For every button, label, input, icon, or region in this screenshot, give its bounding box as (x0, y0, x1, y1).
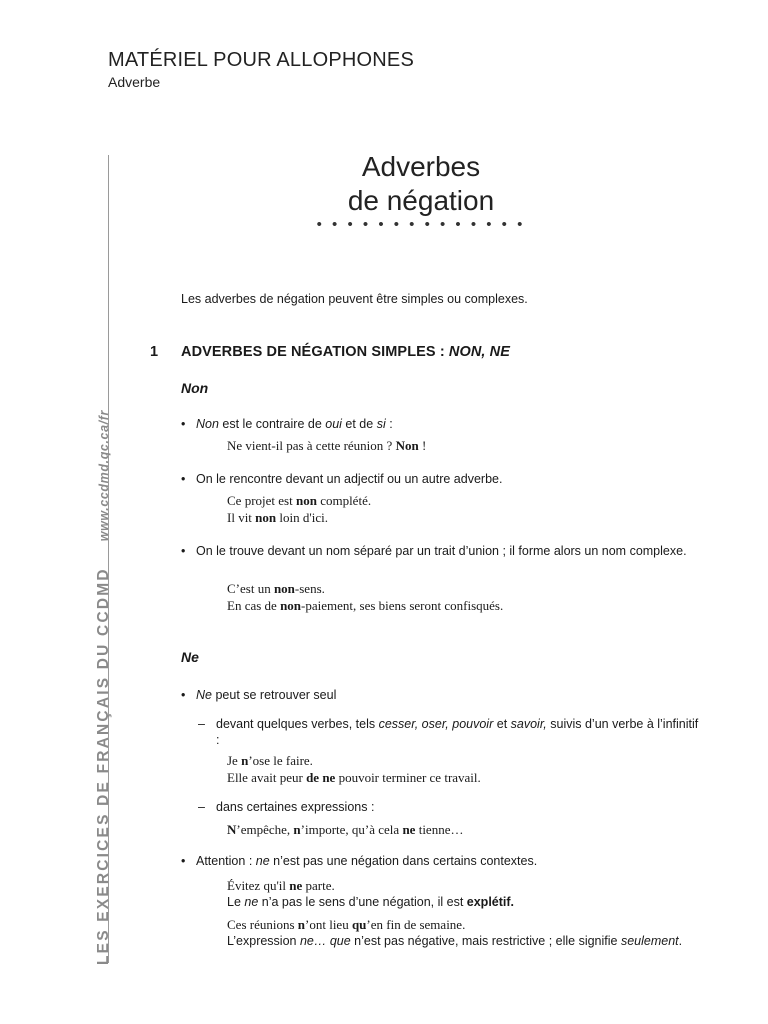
example-sentence: C’est un non-sens. (227, 581, 325, 596)
side-banner-title: LES EXERCICES DE FRANÇAIS DU CCDMD (95, 567, 112, 965)
example-sentence: Je n’ose le faire. (227, 753, 313, 768)
example-sentence: Ce projet est non complété. (227, 493, 372, 508)
explanation-text: L’expression ne… que n’est pas négative, mais restrictive ; elle signifie seulement. (227, 934, 683, 948)
series-title: MATÉRIEL POUR ALLOPHONES (108, 49, 414, 71)
page-title (300, 150, 542, 218)
series-subtitle: Adverbe (108, 74, 161, 90)
example-sentence: En cas de non-paiement, ses biens seront confisqués. (227, 598, 504, 613)
title-dotted-rule: • • • • • • • • • • • • • • (316, 216, 526, 233)
side-banner-url[interactable]: www.ccdmd.qc.ca/fr (97, 410, 111, 542)
example-sentence: Il vit non loin d'ici. (227, 510, 328, 525)
page-title-line2: de négation (347, 185, 495, 216)
subheading-ne: Ne (181, 649, 199, 665)
section-number: 1 (150, 344, 159, 360)
example-sentence: Évitez qu'il ne parte. (227, 878, 335, 893)
side-banner (95, 410, 113, 965)
section-title: ADVERBES DE NÉGATION SIMPLES : NON, NE (181, 344, 511, 360)
example-sentence: N’empêche, n’importe, qu’à cela ne tienne… (227, 822, 464, 837)
example-sentence: Ces réunions n’ont lieu qu’en fin de semaine. (227, 917, 466, 932)
example-sentence: Elle avait peur de ne pouvoir terminer ce travail. (227, 770, 481, 785)
example-sentence: Ne vient-il pas à cette réunion ? Non ! (227, 438, 427, 453)
subheading-non: Non (181, 380, 209, 396)
intro-text: Les adverbes de négation peuvent être simples ou complexes. (181, 292, 528, 306)
page-title-line1: Adverbes (361, 151, 481, 182)
explanation-text: Le ne n’a pas le sens d’une négation, il est explétif. (227, 895, 515, 909)
